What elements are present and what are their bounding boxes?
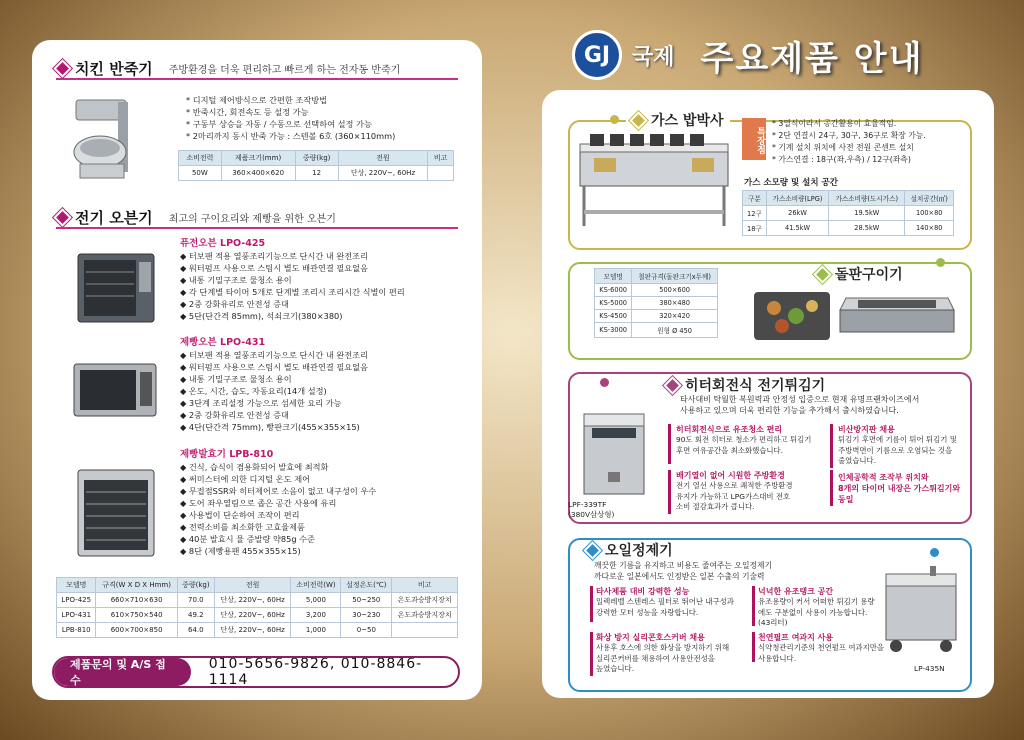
- oil-filter-image: [880, 564, 960, 656]
- feature-desc: (43리터): [758, 618, 788, 627]
- feature-title: 동일: [838, 495, 854, 504]
- oil-intro: [594, 560, 772, 582]
- chicken-bullet: * 디지털 제어방식으로 간편한 조작방법: [186, 95, 328, 105]
- gas-table: [742, 190, 954, 236]
- table-cell: LPB-810: [57, 623, 96, 638]
- feature-bar: [668, 424, 671, 464]
- table-cell: 140×80: [905, 221, 954, 236]
- brand-name: 국제: [632, 44, 675, 70]
- table-header: 비고: [392, 578, 458, 593]
- table-cell: KS-4500: [595, 310, 632, 323]
- table-header: 중량(kg): [177, 578, 214, 593]
- table-cell: 3,200: [291, 608, 341, 623]
- feature-title: 천연필프 여과지 사용: [758, 633, 834, 642]
- gas-bullet: * 가스연결 : 18구(좌,우측) / 12구(좌측): [772, 155, 911, 164]
- feature-title: 타사제품 대비 강력한 성능: [596, 587, 690, 596]
- feature-badge: 특장점: [742, 118, 766, 160]
- feature-desc: 강력한 모터 성능을 자랑합니다.: [596, 607, 699, 617]
- gas-bullet: * 3열식이라서 공간활용이 효율적임.: [772, 119, 897, 128]
- table-cell: [392, 623, 458, 638]
- stone-grill-image: [838, 288, 956, 338]
- table-cell: 5,000: [291, 593, 341, 608]
- product-bullet: ◆ 터보팬 적용 열풍조리기능으로 단시간 내 완전조리: [180, 251, 369, 261]
- diamond-icon: [53, 59, 71, 77]
- product-bullet: ◆ 전력소비를 최소화한 고효율제품: [180, 522, 305, 532]
- feature-desc: 후면 여유공간을 최소화했습니다.: [676, 445, 784, 455]
- table-header: 설치공간(㎡): [905, 191, 954, 206]
- gas-cooker-image: [576, 130, 732, 230]
- chicken-bullets: [186, 94, 395, 142]
- intro-line: 깨끗한 기름을 유지하고 비용도 줄여주는 오일정제기: [594, 561, 773, 570]
- table-header: 제품크기(mm): [221, 151, 295, 166]
- table-row: [595, 310, 718, 323]
- feature-desc: 유지가 가능하고 LPG가스대비 전호: [676, 491, 791, 501]
- divider: [56, 78, 458, 80]
- feature-desc: 사용합니다.: [758, 653, 797, 663]
- product-bullet: ◆ 2중 강화유리로 안전성 증대: [180, 410, 289, 420]
- divider: [56, 227, 458, 229]
- lpb-810-block: [180, 448, 376, 557]
- fryer-feature-1: [676, 424, 811, 456]
- feature-bar: [830, 470, 833, 506]
- table-cell: LPO-431: [57, 608, 96, 623]
- chicken-bullet: * 반죽시간, 회전속도 등 설정 가능: [186, 107, 309, 117]
- product-bullet: ◆ 온도, 시간, 습도, 자동요리(14개 설정): [180, 386, 327, 396]
- oven-title: 전기 오븐기: [75, 209, 153, 227]
- product-bullet: ◆ 내통 기밀구조로 물청소 용이: [180, 374, 292, 384]
- table-cell: 41.5kW: [766, 221, 828, 236]
- fryer-feature-4: [838, 472, 960, 505]
- oven-spec-table: [56, 577, 458, 638]
- table-cell: 50W: [179, 166, 222, 181]
- intro-line: 사용하고 있으며 더욱 편리한 기능을 추가해서 출시하였습니다.: [680, 406, 899, 415]
- table-cell: 단상, 220V~, 60Hz: [214, 593, 291, 608]
- oil-feature-4: [758, 632, 884, 664]
- table-row: [57, 623, 458, 638]
- diamond-icon: [629, 111, 647, 129]
- table-cell: 1,000: [291, 623, 341, 638]
- table-header: 철판규격(돌판크기x두께): [632, 269, 718, 284]
- table-cell: 단상, 220V~, 60Hz: [214, 623, 291, 638]
- feature-bar: [590, 586, 593, 622]
- dot: [610, 115, 619, 124]
- product-bullet: ◆ 도어 좌우열림으로 좁은 공간 사용에 유리: [180, 498, 337, 508]
- table-cell: KS-6000: [595, 284, 632, 297]
- contact-bar: [52, 656, 460, 688]
- lpb-810-image: [76, 468, 156, 558]
- product-bullet: ◆ 각 단계별 타이머 5개로 단계별 조리시 조리시간 식별이 편리: [180, 287, 405, 297]
- page-title: 주요제품 안내: [700, 38, 924, 79]
- oil-title: [580, 540, 679, 560]
- dot: [930, 548, 939, 557]
- chicken-spec-table: [178, 150, 454, 181]
- table-row: [595, 323, 718, 338]
- table-header: 모델명: [57, 578, 96, 593]
- feature-desc: 전기 열선 사용으로 쾌적한 주방환경: [676, 481, 793, 490]
- chicken-bullet: * 구동부 상승을 자동 / 수동으로 선택하여 설정 가능: [186, 119, 372, 129]
- product-bullet: ◆ 터보팬 적용 열풍조리기능으로 단시간 내 완전조리: [180, 350, 369, 360]
- table-cell: 50~250: [341, 593, 392, 608]
- gas-title: [626, 110, 730, 130]
- table-row: [595, 297, 718, 310]
- feature-desc: 에도 구분없이 사용이 가능합니다.: [758, 607, 868, 617]
- table-header: 중량(kg): [295, 151, 338, 166]
- feature-desc: 주방벽면이 기름으로 오염되는 것을: [838, 445, 953, 455]
- feature-desc: 높였습니다.: [596, 664, 635, 673]
- gas-bullet: * 2단 연결시 24구, 30구, 36구로 확장 가능.: [772, 131, 926, 140]
- fryer-image: [578, 412, 650, 496]
- product-bullet: ◆ 워터펌프 사용으로 스팀시 별도 배관연결 필요없음: [180, 362, 369, 372]
- stone-title: [810, 264, 909, 284]
- feature-desc: 소비 절감효과가 큽니다.: [676, 502, 755, 511]
- table-header: 설정온도(℃): [341, 578, 392, 593]
- table-cell: 64.0: [177, 623, 214, 638]
- brand-logo: GJ: [572, 30, 622, 80]
- table-header: 전원: [214, 578, 291, 593]
- feature-desc: 식약청관리기준의 천연펄프 여과지만을: [758, 643, 885, 652]
- table-cell: 12: [295, 166, 338, 181]
- table-cell: 온도과승방지장치: [392, 593, 458, 608]
- table-cell: 단상, 220V~, 60Hz: [338, 166, 427, 181]
- product-bullets: [180, 250, 405, 322]
- table-cell: 28.5kW: [829, 221, 905, 236]
- table-row: [595, 284, 718, 297]
- table-header: 가스소비량(도시가스): [829, 191, 905, 206]
- table-cell: 49.2: [177, 608, 214, 623]
- oil-feature-1: [596, 586, 734, 618]
- chicken-mixer-image: [66, 92, 166, 187]
- gas-bullets: [772, 118, 926, 166]
- gas-table-title: 가스 소모량 및 설치 공간: [744, 178, 838, 188]
- product-bullets: [180, 461, 376, 557]
- table-header: 전원: [338, 151, 427, 166]
- table-header: 모델명: [595, 269, 632, 284]
- product-bullet: ◆ 써미스터에 의한 디지털 온도 제어: [180, 474, 311, 484]
- table-row: [179, 166, 454, 181]
- table-header: 소비전력(W): [291, 578, 341, 593]
- table-cell: KS-3000: [595, 323, 632, 338]
- chicken-subtitle: 주방환경을 더욱 편리하고 빠르게 하는 전자동 반죽기: [168, 65, 401, 76]
- feature-desc: 튀김기 후면에 기름이 튀어 튀김기 및: [838, 435, 957, 444]
- stone-title-text: 돌판구이기: [835, 267, 903, 283]
- oil-caption: LP-435N: [914, 664, 945, 673]
- table-cell: 19.5kW: [829, 206, 905, 221]
- product-bullet: ◆ 무접점SSR와 히터제어로 소음이 없고 내구성이 우수: [180, 486, 377, 496]
- feature-bar: [752, 586, 755, 626]
- product-bullet: ◆ 40분 발효시 물 증발량 약85g 수준: [180, 534, 315, 544]
- feature-desc: 유조용량이 커서 어떠한 튀김기 용량: [758, 597, 875, 606]
- lpo-425-image: [76, 252, 156, 324]
- table-row: [743, 206, 954, 221]
- product-bullet: ◆ 2중 강화유리로 안전성 증대: [180, 299, 289, 309]
- diamond-icon: [663, 376, 681, 394]
- oven-section-title: [56, 207, 336, 228]
- diamond-icon: [53, 208, 71, 226]
- product-bullet: ◆ 5단(단간격 85mm), 석쇠크기(380×380): [180, 311, 343, 321]
- dot: [936, 258, 945, 267]
- table-cell: 12구: [743, 206, 767, 221]
- feature-title: 히터회전식으로 유조청소 편리: [676, 425, 783, 434]
- product-bullet: ◆ 워터펌프 사용으로 스팀시 별도 배관연결 필요없음: [180, 263, 369, 273]
- table-row: [57, 608, 458, 623]
- feature-desc: 90도 회전 히터로 청소가 편리하고 튀김기: [676, 435, 812, 444]
- table-header: 구분: [743, 191, 767, 206]
- fryer-intro: [680, 394, 919, 416]
- product-name: 퓨전오븐 LPO-425: [180, 238, 266, 249]
- product-bullets: [180, 349, 368, 433]
- table-cell: 26kW: [766, 206, 828, 221]
- table-cell: 610×750×540: [96, 608, 177, 623]
- oven-subtitle: 최고의 구이요리와 제빵을 위한 오븐기: [168, 214, 336, 225]
- fryer-title-text: 히터회전식 전기튀김기: [685, 378, 826, 394]
- oil-feature-2: [758, 586, 875, 629]
- feature-title: 화상 방지 실리콘호스커버 채용: [596, 633, 705, 642]
- caption-line: LPF-339TF: [568, 500, 607, 509]
- table-cell: 18구: [743, 221, 767, 236]
- table-cell: 100×80: [905, 206, 954, 221]
- dot: [600, 378, 609, 387]
- chicken-bullet: * 2마리까지 동시 반죽 가능 : 스텐볼 6호 (360×110mm): [186, 131, 396, 141]
- table-cell: KS-5000: [595, 297, 632, 310]
- table-cell: 500×600: [632, 284, 718, 297]
- feature-title: 인체공학적 조작부 위치와: [838, 473, 929, 482]
- table-cell: [428, 166, 454, 181]
- table-cell: 320×420: [632, 310, 718, 323]
- diamond-icon: [813, 265, 831, 283]
- table-cell: 660×710×630: [96, 593, 177, 608]
- intro-line: 타사대비 탁월한 복원력과 안정성 입증으로 현재 유명프랜차이즈에서: [680, 395, 920, 404]
- feature-desc: 실리콘커버를 채용하여 사용안전성을: [596, 653, 715, 663]
- fryer-title: [660, 375, 831, 395]
- table-cell: 온도과승방지장치: [392, 608, 458, 623]
- table-cell: LPO-425: [57, 593, 96, 608]
- table-cell: 360×400×620: [221, 166, 295, 181]
- feature-title: 배기열이 없어 시원한 주방환경: [676, 471, 785, 480]
- feature-desc: 줄였습니다.: [838, 456, 877, 465]
- product-bullet: ◆ 건식, 습식이 겸용화되어 발효에 최적화: [180, 462, 329, 472]
- intro-line: 까다로운 일본에서도 인정받은 일본 수출의 기술력: [594, 572, 765, 581]
- feature-bar: [668, 470, 671, 514]
- product-bullet: ◆ 사용법이 단순하여 조작이 편리: [180, 510, 300, 520]
- table-row: [743, 221, 954, 236]
- feature-title: 넉넉한 유조탱크 공간: [758, 587, 834, 596]
- table-header: 규격(W X D X Hmm): [96, 578, 177, 593]
- feature-bar: [590, 632, 593, 676]
- table-cell: 0~50: [341, 623, 392, 638]
- table-header: 소비전력: [179, 151, 222, 166]
- table-cell: 원형 Ø 450: [632, 323, 718, 338]
- caption-line: (380V삼상형): [568, 509, 615, 519]
- product-bullet: ◆ 내통 기밀구조로 물청소 용이: [180, 275, 292, 285]
- product-name: 제빵발효기 LPB-810: [180, 449, 274, 460]
- fryer-caption: [568, 500, 614, 519]
- table-header: 비고: [428, 151, 454, 166]
- fryer-feature-2: [838, 424, 957, 467]
- contact-label: 제품문의 및 A/S 접수: [54, 658, 191, 686]
- table-cell: 380×480: [632, 297, 718, 310]
- product-bullet: ◆ 4단(단간격 75mm), 빵판크기(455×355×15): [180, 422, 360, 432]
- diamond-icon: [583, 541, 601, 559]
- feature-bar: [752, 632, 755, 662]
- table-cell: 30~230: [341, 608, 392, 623]
- table-cell: 600×700×850: [96, 623, 177, 638]
- oil-title-text: 오일정제기: [605, 543, 673, 559]
- gas-title-text: 가스 밥박사: [651, 113, 724, 129]
- product-bullet: ◆ 3단계 조리설정 가능으로 섬세한 요리 가능: [180, 398, 342, 408]
- chicken-title: 치킨 반죽기: [75, 60, 153, 78]
- feature-desc: 사용후 호스에 의한 화상을 방지하기 위해: [596, 643, 730, 652]
- feature-bar: [830, 424, 833, 468]
- feature-desc: 일렉레벨 스텐레스 필터로 뛰어난 내구성과: [596, 597, 734, 606]
- table-header: 가스소비량(LPG): [766, 191, 828, 206]
- lpo-431-image: [72, 362, 158, 418]
- lpo-431-block: [180, 336, 368, 433]
- table-cell: 70.0: [177, 593, 214, 608]
- fryer-feature-3: [676, 470, 793, 513]
- product-bullet: ◆ 8단 (제빵용팬 455×355×15): [180, 546, 301, 556]
- stone-grill-food-image: [752, 288, 832, 344]
- product-name: 제빵오븐 LPO-431: [180, 337, 266, 348]
- stone-table: [594, 268, 718, 338]
- chicken-section-title: [56, 58, 400, 79]
- table-row: [57, 593, 458, 608]
- lpo-425-block: [180, 237, 405, 322]
- gas-bullet: * 기계 설치 위치에 사전 전원 콘센트 설치: [772, 143, 914, 152]
- feature-title: 비산방지판 채용: [838, 425, 895, 434]
- feature-title: 8개의 타이머 내장은 가스튀김기와: [838, 484, 961, 493]
- table-cell: 단상, 220V~, 60Hz: [214, 608, 291, 623]
- brand-header: [572, 30, 923, 80]
- contact-numbers: 010-5656-9826, 010-8846-1114: [208, 656, 423, 688]
- oil-feature-3: [596, 632, 729, 675]
